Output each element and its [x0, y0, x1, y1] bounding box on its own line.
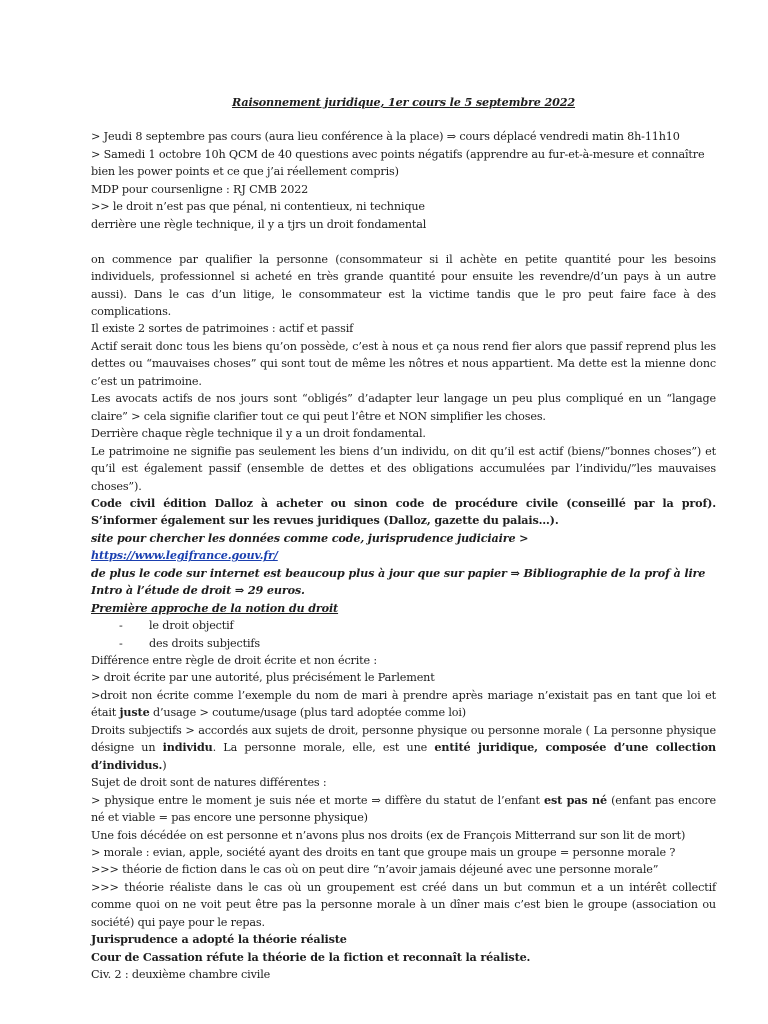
- paragraph: > morale : evian, apple, société ayant des droits en tant que groupe mais un groupe = personne morale ?: [91, 846, 676, 860]
- paragraph: Une fois décédée on est personne et n’avons plus nos droits (ex de François Mitterrand sur son lit de mort): [91, 828, 686, 842]
- paragraph: >>> théorie réaliste dans le cas où un groupement est créé dans un but commun et a un intérêt collectif comme quoi on ne voit peut être pas la personne morale à un dîner mais c’est bien le groupe (association ou société) qui paye pour le repas.: [91, 880, 716, 929]
- bold-paragraph: Jurisprudence a adopté la théorie réaliste: [91, 932, 347, 947]
- bold-run: entité juridique, composée d’une collection d’individus.: [91, 740, 716, 772]
- paragraph: on commence par qualifier la personne (consommateur si il achète en petite quantité pour les besoins individuels, professionnel si acheté en très grande quantité pour ensuite les revendre/d’un pays à un autre aussi). Dans le cas d’un litige, le consommateur est la victime tandis que le pro peut faire face à des complications.: [91, 252, 716, 318]
- text-run: d’usage > coutume/usage (plus tard adoptée comme loi): [149, 706, 466, 720]
- bold-paragraph: Code civil édition Dalloz à acheter ou sinon code de procédure civile (conseillé par la prof). S’informer également sur les revues juridiques (Dalloz, gazette du palais…).: [91, 495, 716, 528]
- bold-run: est pas né: [544, 792, 607, 807]
- bold-run: juste: [119, 705, 150, 720]
- paragraph: Actif serait donc tous les biens qu’on possède, c’est à nous et ça nous rend fier alors que passif reprend plus les dettes ou “mauvaises choses” qui sont tout de même les nôtres et nous appartient. Ma dette est la mienne donc c’est un patrimoine.: [91, 339, 716, 388]
- legifrance-link[interactable]: https://www.legifrance.gouv.fr/: [91, 548, 278, 563]
- paragraph: Sujet de droit sont de natures différentes :: [91, 776, 327, 790]
- bold-italic-line: de plus le code sur internet est beaucoup plus à jour que sur papier ⇒ Bibliographie de la prof à lire: [91, 565, 706, 580]
- paragraph: Civ. 2 : deuxième chambre civile: [91, 968, 271, 982]
- text-run: Droits subjectifs > accordés aux sujets de droit, personne physique ou personne morale ( La personne physique désigne un: [91, 723, 716, 755]
- dash-list: [91, 617, 716, 652]
- legifrance-line: [91, 530, 716, 565]
- text-run: >droit non écrite comme l’exemple du nom de mari à prendre après mariage n’existait pas en tant que loi et était: [91, 688, 716, 720]
- list-item: - le droit objectif: [119, 617, 716, 634]
- paragraph: Différence entre règle de droit écrite et non écrite :: [91, 654, 378, 668]
- blank-line: [91, 233, 716, 250]
- paragraph: [91, 722, 716, 774]
- paragraph: [91, 792, 716, 827]
- bold-paragraph: Cour de Cassation réfute la théorie de la fiction et reconnaît la réaliste.: [91, 949, 531, 964]
- note-line: > Samedi 1 octobre 10h QCM de 40 questions avec points négatifs (apprendre au fur-et-à-mesure et connaître bien les power points et ce que j’ai réellement compris): [91, 147, 705, 179]
- paragraph: >>> théorie de fiction dans le cas où on peut dire “n’avoir jamais déjeuné avec une personne morale”: [91, 863, 659, 877]
- note-line: derrière une règle technique, il y a tjrs un droit fondamental: [91, 217, 427, 231]
- paragraph: Le patrimoine ne signifie pas seulement les biens d’un individu, on dit qu’il est actif (biens/”bonnes choses”) et qu’il est également passif (ensemble de dettes et des obligations accumulées par l’individu/”les mauvaises choses”).: [91, 444, 716, 493]
- text-run: (enfant pas encore né et viable = pas encore une personne physique): [91, 793, 717, 825]
- note-line: > Jeudi 8 septembre pas cours (aura lieu conférence à la place) ⇒ cours déplacé vendredi matin 8h-11h10: [91, 130, 680, 144]
- section-heading: Première approche de la notion du droit: [91, 600, 339, 615]
- list-item: - des droits subjectifs: [119, 635, 716, 652]
- paragraph: > droit écrite par une autorité, plus précisément le Parlement: [91, 671, 435, 685]
- bold-italic-line: Intro à l’étude de droit ⇒ 29 euros.: [91, 583, 305, 598]
- note-line: MDP pour coursenligne : RJ CMB 2022: [91, 182, 309, 196]
- paragraph: Les avocats actifs de nos jours sont “obligés” d’adapter leur langage un peu plus compliqué en un “langage claire” > cela signifie clarifier tout ce qui peut l’être et NON simplifier les choses.: [91, 392, 716, 423]
- legifrance-text: site pour chercher les données comme code, jurisprudence judiciaire >: [91, 530, 529, 545]
- paragraph: Il existe 2 sortes de patrimoines : actif et passif: [91, 322, 354, 336]
- document-title: Raisonnement juridique, 1er cours le 5 septembre 2022: [231, 95, 576, 109]
- text-run: > physique entre le moment je suis née et morte ⇒ diffère du statut de l’enfant: [91, 793, 545, 807]
- paragraph: [91, 687, 716, 722]
- text-run: ): [162, 758, 167, 772]
- note-line: >> le droit n’est pas que pénal, ni contentieux, ni technique: [91, 200, 425, 214]
- bold-run: individu: [162, 740, 213, 755]
- text-run: . La personne morale, elle, est une: [212, 741, 435, 755]
- paragraph: Derrière chaque règle technique il y a un droit fondamental.: [91, 427, 426, 441]
